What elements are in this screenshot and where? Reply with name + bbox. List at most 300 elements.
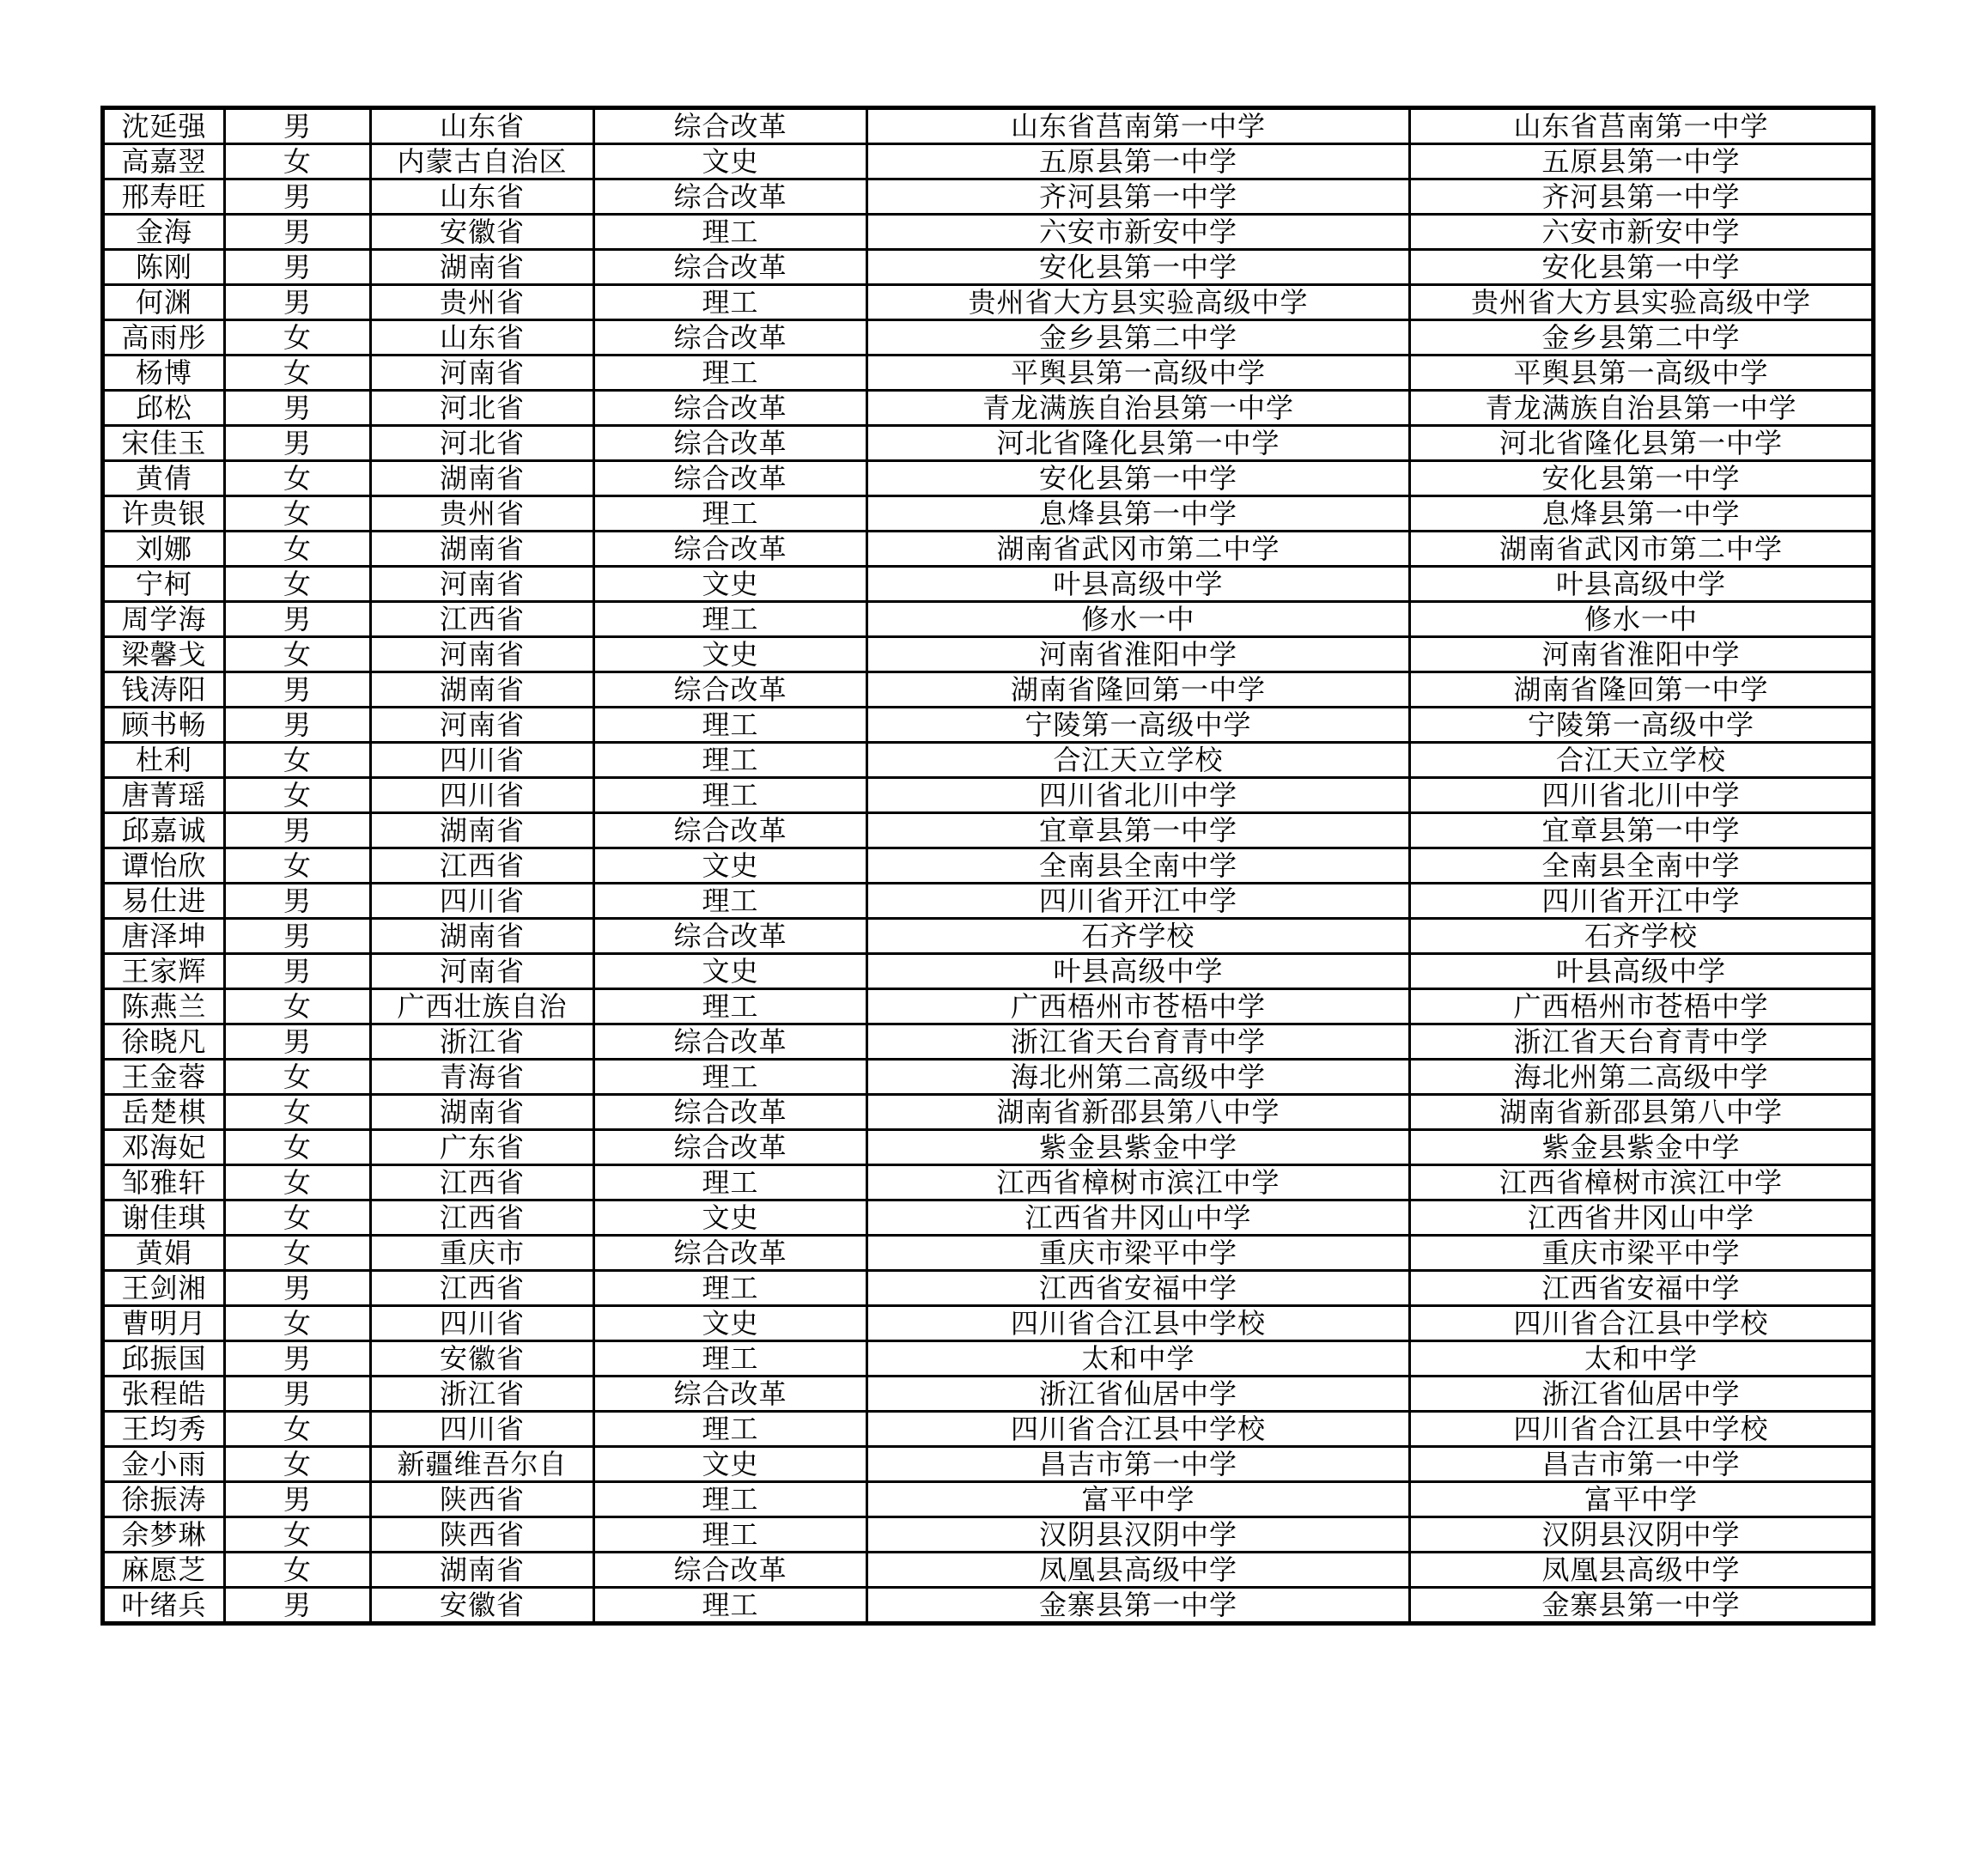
gender-cell: 女 [225,743,371,778]
school-cell: 太和中学 [867,1341,1410,1377]
school-cell: 金寨县第一中学 [867,1588,1410,1624]
gender-cell: 男 [225,672,371,708]
category-cell: 综合改革 [594,532,867,567]
graduation-school-cell: 湖南省武冈市第二中学 [1410,532,1874,567]
category-cell: 综合改革 [594,1024,867,1060]
graduation-school-cell: 五原县第一中学 [1410,144,1874,179]
gender-cell: 女 [225,1200,371,1236]
province-cell: 江西省 [371,1165,594,1200]
table-row [103,285,1874,320]
school-cell: 宜章县第一中学 [867,813,1410,848]
gender-cell: 男 [225,813,371,848]
province-cell: 新疆维吾尔自 [371,1447,594,1482]
province-cell: 湖南省 [371,532,594,567]
gender-cell: 女 [225,778,371,813]
gender-cell: 男 [225,1588,371,1624]
province-cell: 江西省 [371,602,594,637]
graduation-school-cell: 青龙满族自治县第一中学 [1410,391,1874,426]
table-row [103,1553,1874,1588]
province-cell: 内蒙古自治区 [371,144,594,179]
gender-cell: 女 [225,1060,371,1095]
graduation-school-cell: 宁陵第一高级中学 [1410,708,1874,743]
school-cell: 四川省开江中学 [867,884,1410,919]
gender-cell: 女 [225,1165,371,1200]
category-cell: 综合改革 [594,179,867,215]
table-row [103,848,1874,884]
table-row [103,1341,1874,1377]
gender-cell: 女 [225,1236,371,1271]
name-cell: 谢佳琪 [103,1200,225,1236]
name-cell: 邢寿旺 [103,179,225,215]
graduation-school-cell: 富平中学 [1410,1482,1874,1517]
category-cell: 理工 [594,356,867,391]
gender-cell: 女 [225,848,371,884]
table-row [103,250,1874,285]
graduation-school-cell: 四川省合江县中学校 [1410,1306,1874,1341]
province-cell: 安徽省 [371,1588,594,1624]
category-cell: 理工 [594,778,867,813]
table-row [103,708,1874,743]
province-cell: 河北省 [371,426,594,461]
category-cell: 综合改革 [594,813,867,848]
school-cell: 齐河县第一中学 [867,179,1410,215]
table-row [103,637,1874,672]
table-row [103,1130,1874,1165]
school-cell: 昌吉市第一中学 [867,1447,1410,1482]
graduation-school-cell: 汉阴县汉阴中学 [1410,1517,1874,1553]
school-cell: 安化县第一中学 [867,250,1410,285]
graduation-school-cell: 河北省隆化县第一中学 [1410,426,1874,461]
province-cell: 浙江省 [371,1024,594,1060]
graduation-school-cell: 重庆市梁平中学 [1410,1236,1874,1271]
province-cell: 山东省 [371,179,594,215]
province-cell: 广西壮族自治 [371,989,594,1024]
gender-cell: 男 [225,215,371,250]
province-cell: 青海省 [371,1060,594,1095]
name-cell: 沈延强 [103,108,225,144]
gender-cell: 男 [225,108,371,144]
category-cell: 文史 [594,1306,867,1341]
school-cell: 海北州第二高级中学 [867,1060,1410,1095]
category-cell: 综合改革 [594,391,867,426]
table-row [103,496,1874,532]
name-cell: 王金蓉 [103,1060,225,1095]
name-cell: 曹明月 [103,1306,225,1341]
school-cell: 浙江省天台育青中学 [867,1024,1410,1060]
name-cell: 黄倩 [103,461,225,496]
graduation-school-cell: 河南省淮阳中学 [1410,637,1874,672]
school-cell: 五原县第一中学 [867,144,1410,179]
student-table-body [103,108,1874,1624]
table-row [103,1095,1874,1130]
graduation-school-cell: 全南县全南中学 [1410,848,1874,884]
graduation-school-cell: 江西省樟树市滨江中学 [1410,1165,1874,1200]
name-cell: 余梦琳 [103,1517,225,1553]
graduation-school-cell: 宜章县第一中学 [1410,813,1874,848]
table-row [103,602,1874,637]
gender-cell: 男 [225,426,371,461]
name-cell: 黄娟 [103,1236,225,1271]
category-cell: 理工 [594,1412,867,1447]
school-cell: 广西梧州市苍梧中学 [867,989,1410,1024]
school-cell: 河北省隆化县第一中学 [867,426,1410,461]
gender-cell: 男 [225,250,371,285]
graduation-school-cell: 息烽县第一中学 [1410,496,1874,532]
province-cell: 四川省 [371,743,594,778]
name-cell: 邓海妃 [103,1130,225,1165]
table-row [103,954,1874,989]
gender-cell: 女 [225,1447,371,1482]
gender-cell: 男 [225,708,371,743]
province-cell: 四川省 [371,1306,594,1341]
name-cell: 叶绪兵 [103,1588,225,1624]
table-row [103,461,1874,496]
name-cell: 宋佳玉 [103,426,225,461]
school-cell: 青龙满族自治县第一中学 [867,391,1410,426]
graduation-school-cell: 石齐学校 [1410,919,1874,954]
graduation-school-cell: 四川省合江县中学校 [1410,1412,1874,1447]
school-cell: 富平中学 [867,1482,1410,1517]
name-cell: 金小雨 [103,1447,225,1482]
category-cell: 文史 [594,1200,867,1236]
graduation-school-cell: 江西省安福中学 [1410,1271,1874,1306]
province-cell: 山东省 [371,108,594,144]
gender-cell: 男 [225,884,371,919]
name-cell: 陈燕兰 [103,989,225,1024]
category-cell: 理工 [594,215,867,250]
graduation-school-cell: 山东省莒南第一中学 [1410,108,1874,144]
graduation-school-cell: 修水一中 [1410,602,1874,637]
graduation-school-cell: 金乡县第二中学 [1410,320,1874,356]
table-row [103,919,1874,954]
graduation-school-cell: 四川省北川中学 [1410,778,1874,813]
school-cell: 江西省樟树市滨江中学 [867,1165,1410,1200]
category-cell: 综合改革 [594,320,867,356]
name-cell: 邱振国 [103,1341,225,1377]
name-cell: 邹雅轩 [103,1165,225,1200]
name-cell: 王剑湘 [103,1271,225,1306]
category-cell: 文史 [594,848,867,884]
school-cell: 金乡县第二中学 [867,320,1410,356]
table-row [103,1060,1874,1095]
category-cell: 理工 [594,708,867,743]
graduation-school-cell: 金寨县第一中学 [1410,1588,1874,1624]
student-table [100,106,1876,1626]
table-row [103,356,1874,391]
category-cell: 理工 [594,743,867,778]
province-cell: 湖南省 [371,919,594,954]
category-cell: 理工 [594,1060,867,1095]
graduation-school-cell: 昌吉市第一中学 [1410,1447,1874,1482]
gender-cell: 女 [225,496,371,532]
school-cell: 平舆县第一高级中学 [867,356,1410,391]
graduation-school-cell: 湖南省隆回第一中学 [1410,672,1874,708]
school-cell: 山东省莒南第一中学 [867,108,1410,144]
name-cell: 王均秀 [103,1412,225,1447]
name-cell: 张程皓 [103,1377,225,1412]
province-cell: 陕西省 [371,1517,594,1553]
school-cell: 四川省合江县中学校 [867,1412,1410,1447]
name-cell: 梁馨戈 [103,637,225,672]
graduation-school-cell: 江西省井冈山中学 [1410,1200,1874,1236]
province-cell: 浙江省 [371,1377,594,1412]
table-row [103,1588,1874,1624]
category-cell: 综合改革 [594,1130,867,1165]
name-cell: 岳楚棋 [103,1095,225,1130]
category-cell: 理工 [594,602,867,637]
table-row [103,1200,1874,1236]
table-row [103,1271,1874,1306]
province-cell: 河南省 [371,356,594,391]
category-cell: 综合改革 [594,1553,867,1588]
graduation-school-cell: 叶县高级中学 [1410,567,1874,602]
table-row [103,1412,1874,1447]
table-row [103,884,1874,919]
name-cell: 徐振涛 [103,1482,225,1517]
school-cell: 贵州省大方县实验高级中学 [867,285,1410,320]
category-cell: 综合改革 [594,919,867,954]
category-cell: 综合改革 [594,672,867,708]
province-cell: 江西省 [371,848,594,884]
table-row [103,743,1874,778]
school-cell: 紫金县紫金中学 [867,1130,1410,1165]
gender-cell: 女 [225,1095,371,1130]
province-cell: 陕西省 [371,1482,594,1517]
school-cell: 全南县全南中学 [867,848,1410,884]
school-cell: 浙江省仙居中学 [867,1377,1410,1412]
province-cell: 河南省 [371,637,594,672]
school-cell: 修水一中 [867,602,1410,637]
name-cell: 高嘉翌 [103,144,225,179]
province-cell: 广东省 [371,1130,594,1165]
graduation-school-cell: 浙江省仙居中学 [1410,1377,1874,1412]
graduation-school-cell: 太和中学 [1410,1341,1874,1377]
gender-cell: 男 [225,285,371,320]
table-row [103,1482,1874,1517]
table-row [103,108,1874,144]
province-cell: 四川省 [371,1412,594,1447]
table-row [103,813,1874,848]
category-cell: 文史 [594,567,867,602]
graduation-school-cell: 广西梧州市苍梧中学 [1410,989,1874,1024]
category-cell: 理工 [594,1482,867,1517]
name-cell: 唐菁瑶 [103,778,225,813]
gender-cell: 男 [225,919,371,954]
name-cell: 麻愿芝 [103,1553,225,1588]
name-cell: 谭怡欣 [103,848,225,884]
school-cell: 安化县第一中学 [867,461,1410,496]
graduation-school-cell: 安化县第一中学 [1410,250,1874,285]
table-row [103,1306,1874,1341]
school-cell: 汉阴县汉阴中学 [867,1517,1410,1553]
gender-cell: 男 [225,1024,371,1060]
category-cell: 理工 [594,1165,867,1200]
school-cell: 江西省安福中学 [867,1271,1410,1306]
province-cell: 湖南省 [371,1095,594,1130]
gender-cell: 男 [225,1341,371,1377]
name-cell: 许贵银 [103,496,225,532]
gender-cell: 女 [225,320,371,356]
category-cell: 综合改革 [594,461,867,496]
graduation-school-cell: 四川省开江中学 [1410,884,1874,919]
table-row [103,1024,1874,1060]
gender-cell: 女 [225,567,371,602]
name-cell: 钱涛阳 [103,672,225,708]
category-cell: 综合改革 [594,426,867,461]
school-cell: 湖南省武冈市第二中学 [867,532,1410,567]
graduation-school-cell: 六安市新安中学 [1410,215,1874,250]
school-cell: 重庆市梁平中学 [867,1236,1410,1271]
table-row [103,144,1874,179]
name-cell: 王家辉 [103,954,225,989]
school-cell: 六安市新安中学 [867,215,1410,250]
table-row [103,391,1874,426]
school-cell: 湖南省隆回第一中学 [867,672,1410,708]
province-cell: 湖南省 [371,813,594,848]
category-cell: 理工 [594,1271,867,1306]
province-cell: 贵州省 [371,496,594,532]
table-row [103,1165,1874,1200]
name-cell: 周学海 [103,602,225,637]
gender-cell: 女 [225,1553,371,1588]
gender-cell: 男 [225,602,371,637]
school-cell: 叶县高级中学 [867,954,1410,989]
province-cell: 河南省 [371,954,594,989]
table-row [103,1447,1874,1482]
name-cell: 杨博 [103,356,225,391]
name-cell: 高雨彤 [103,320,225,356]
name-cell: 徐晓凡 [103,1024,225,1060]
category-cell: 理工 [594,1588,867,1624]
graduation-school-cell: 湖南省新邵县第八中学 [1410,1095,1874,1130]
province-cell: 江西省 [371,1200,594,1236]
graduation-school-cell: 合江天立学校 [1410,743,1874,778]
name-cell: 刘娜 [103,532,225,567]
name-cell: 邱嘉诚 [103,813,225,848]
graduation-school-cell: 平舆县第一高级中学 [1410,356,1874,391]
school-cell: 湖南省新邵县第八中学 [867,1095,1410,1130]
name-cell: 金海 [103,215,225,250]
province-cell: 重庆市 [371,1236,594,1271]
gender-cell: 男 [225,1377,371,1412]
table-row [103,215,1874,250]
school-cell: 四川省合江县中学校 [867,1306,1410,1341]
province-cell: 河北省 [371,391,594,426]
graduation-school-cell: 紫金县紫金中学 [1410,1130,1874,1165]
category-cell: 理工 [594,285,867,320]
province-cell: 湖南省 [371,461,594,496]
table-row [103,672,1874,708]
category-cell: 理工 [594,989,867,1024]
category-cell: 综合改革 [594,1095,867,1130]
school-cell: 合江天立学校 [867,743,1410,778]
name-cell: 唐泽坤 [103,919,225,954]
table-row [103,1517,1874,1553]
province-cell: 安徽省 [371,1341,594,1377]
graduation-school-cell: 叶县高级中学 [1410,954,1874,989]
table-row [103,320,1874,356]
graduation-school-cell: 齐河县第一中学 [1410,179,1874,215]
graduation-school-cell: 浙江省天台育青中学 [1410,1024,1874,1060]
province-cell: 湖南省 [371,1553,594,1588]
school-cell: 江西省井冈山中学 [867,1200,1410,1236]
province-cell: 四川省 [371,778,594,813]
gender-cell: 女 [225,1517,371,1553]
gender-cell: 女 [225,1130,371,1165]
category-cell: 文史 [594,144,867,179]
gender-cell: 男 [225,179,371,215]
category-cell: 理工 [594,1517,867,1553]
name-cell: 邱松 [103,391,225,426]
school-cell: 河南省淮阳中学 [867,637,1410,672]
graduation-school-cell: 海北州第二高级中学 [1410,1060,1874,1095]
gender-cell: 男 [225,954,371,989]
gender-cell: 男 [225,1271,371,1306]
category-cell: 文史 [594,637,867,672]
gender-cell: 女 [225,1412,371,1447]
table-row [103,989,1874,1024]
category-cell: 理工 [594,884,867,919]
province-cell: 湖南省 [371,672,594,708]
table-row [103,532,1874,567]
school-cell: 宁陵第一高级中学 [867,708,1410,743]
table-row [103,778,1874,813]
name-cell: 陈刚 [103,250,225,285]
name-cell: 杜利 [103,743,225,778]
graduation-school-cell: 贵州省大方县实验高级中学 [1410,285,1874,320]
name-cell: 顾书畅 [103,708,225,743]
gender-cell: 女 [225,637,371,672]
gender-cell: 男 [225,391,371,426]
category-cell: 综合改革 [594,108,867,144]
province-cell: 山东省 [371,320,594,356]
table-row [103,179,1874,215]
school-cell: 息烽县第一中学 [867,496,1410,532]
category-cell: 综合改革 [594,250,867,285]
province-cell: 安徽省 [371,215,594,250]
graduation-school-cell: 凤凰县高级中学 [1410,1553,1874,1588]
province-cell: 河南省 [371,567,594,602]
gender-cell: 男 [225,1482,371,1517]
table-row [103,1236,1874,1271]
category-cell: 综合改革 [594,1377,867,1412]
name-cell: 宁柯 [103,567,225,602]
category-cell: 理工 [594,496,867,532]
school-cell: 四川省北川中学 [867,778,1410,813]
province-cell: 江西省 [371,1271,594,1306]
graduation-school-cell: 安化县第一中学 [1410,461,1874,496]
name-cell: 何渊 [103,285,225,320]
name-cell: 易仕进 [103,884,225,919]
school-cell: 凤凰县高级中学 [867,1553,1410,1588]
school-cell: 叶县高级中学 [867,567,1410,602]
gender-cell: 女 [225,1306,371,1341]
province-cell: 四川省 [371,884,594,919]
province-cell: 湖南省 [371,250,594,285]
category-cell: 理工 [594,1341,867,1377]
gender-cell: 女 [225,989,371,1024]
table-row [103,1377,1874,1412]
table-row [103,567,1874,602]
gender-cell: 女 [225,144,371,179]
category-cell: 文史 [594,954,867,989]
gender-cell: 女 [225,356,371,391]
gender-cell: 女 [225,461,371,496]
gender-cell: 女 [225,532,371,567]
province-cell: 贵州省 [371,285,594,320]
table-row [103,426,1874,461]
province-cell: 河南省 [371,708,594,743]
